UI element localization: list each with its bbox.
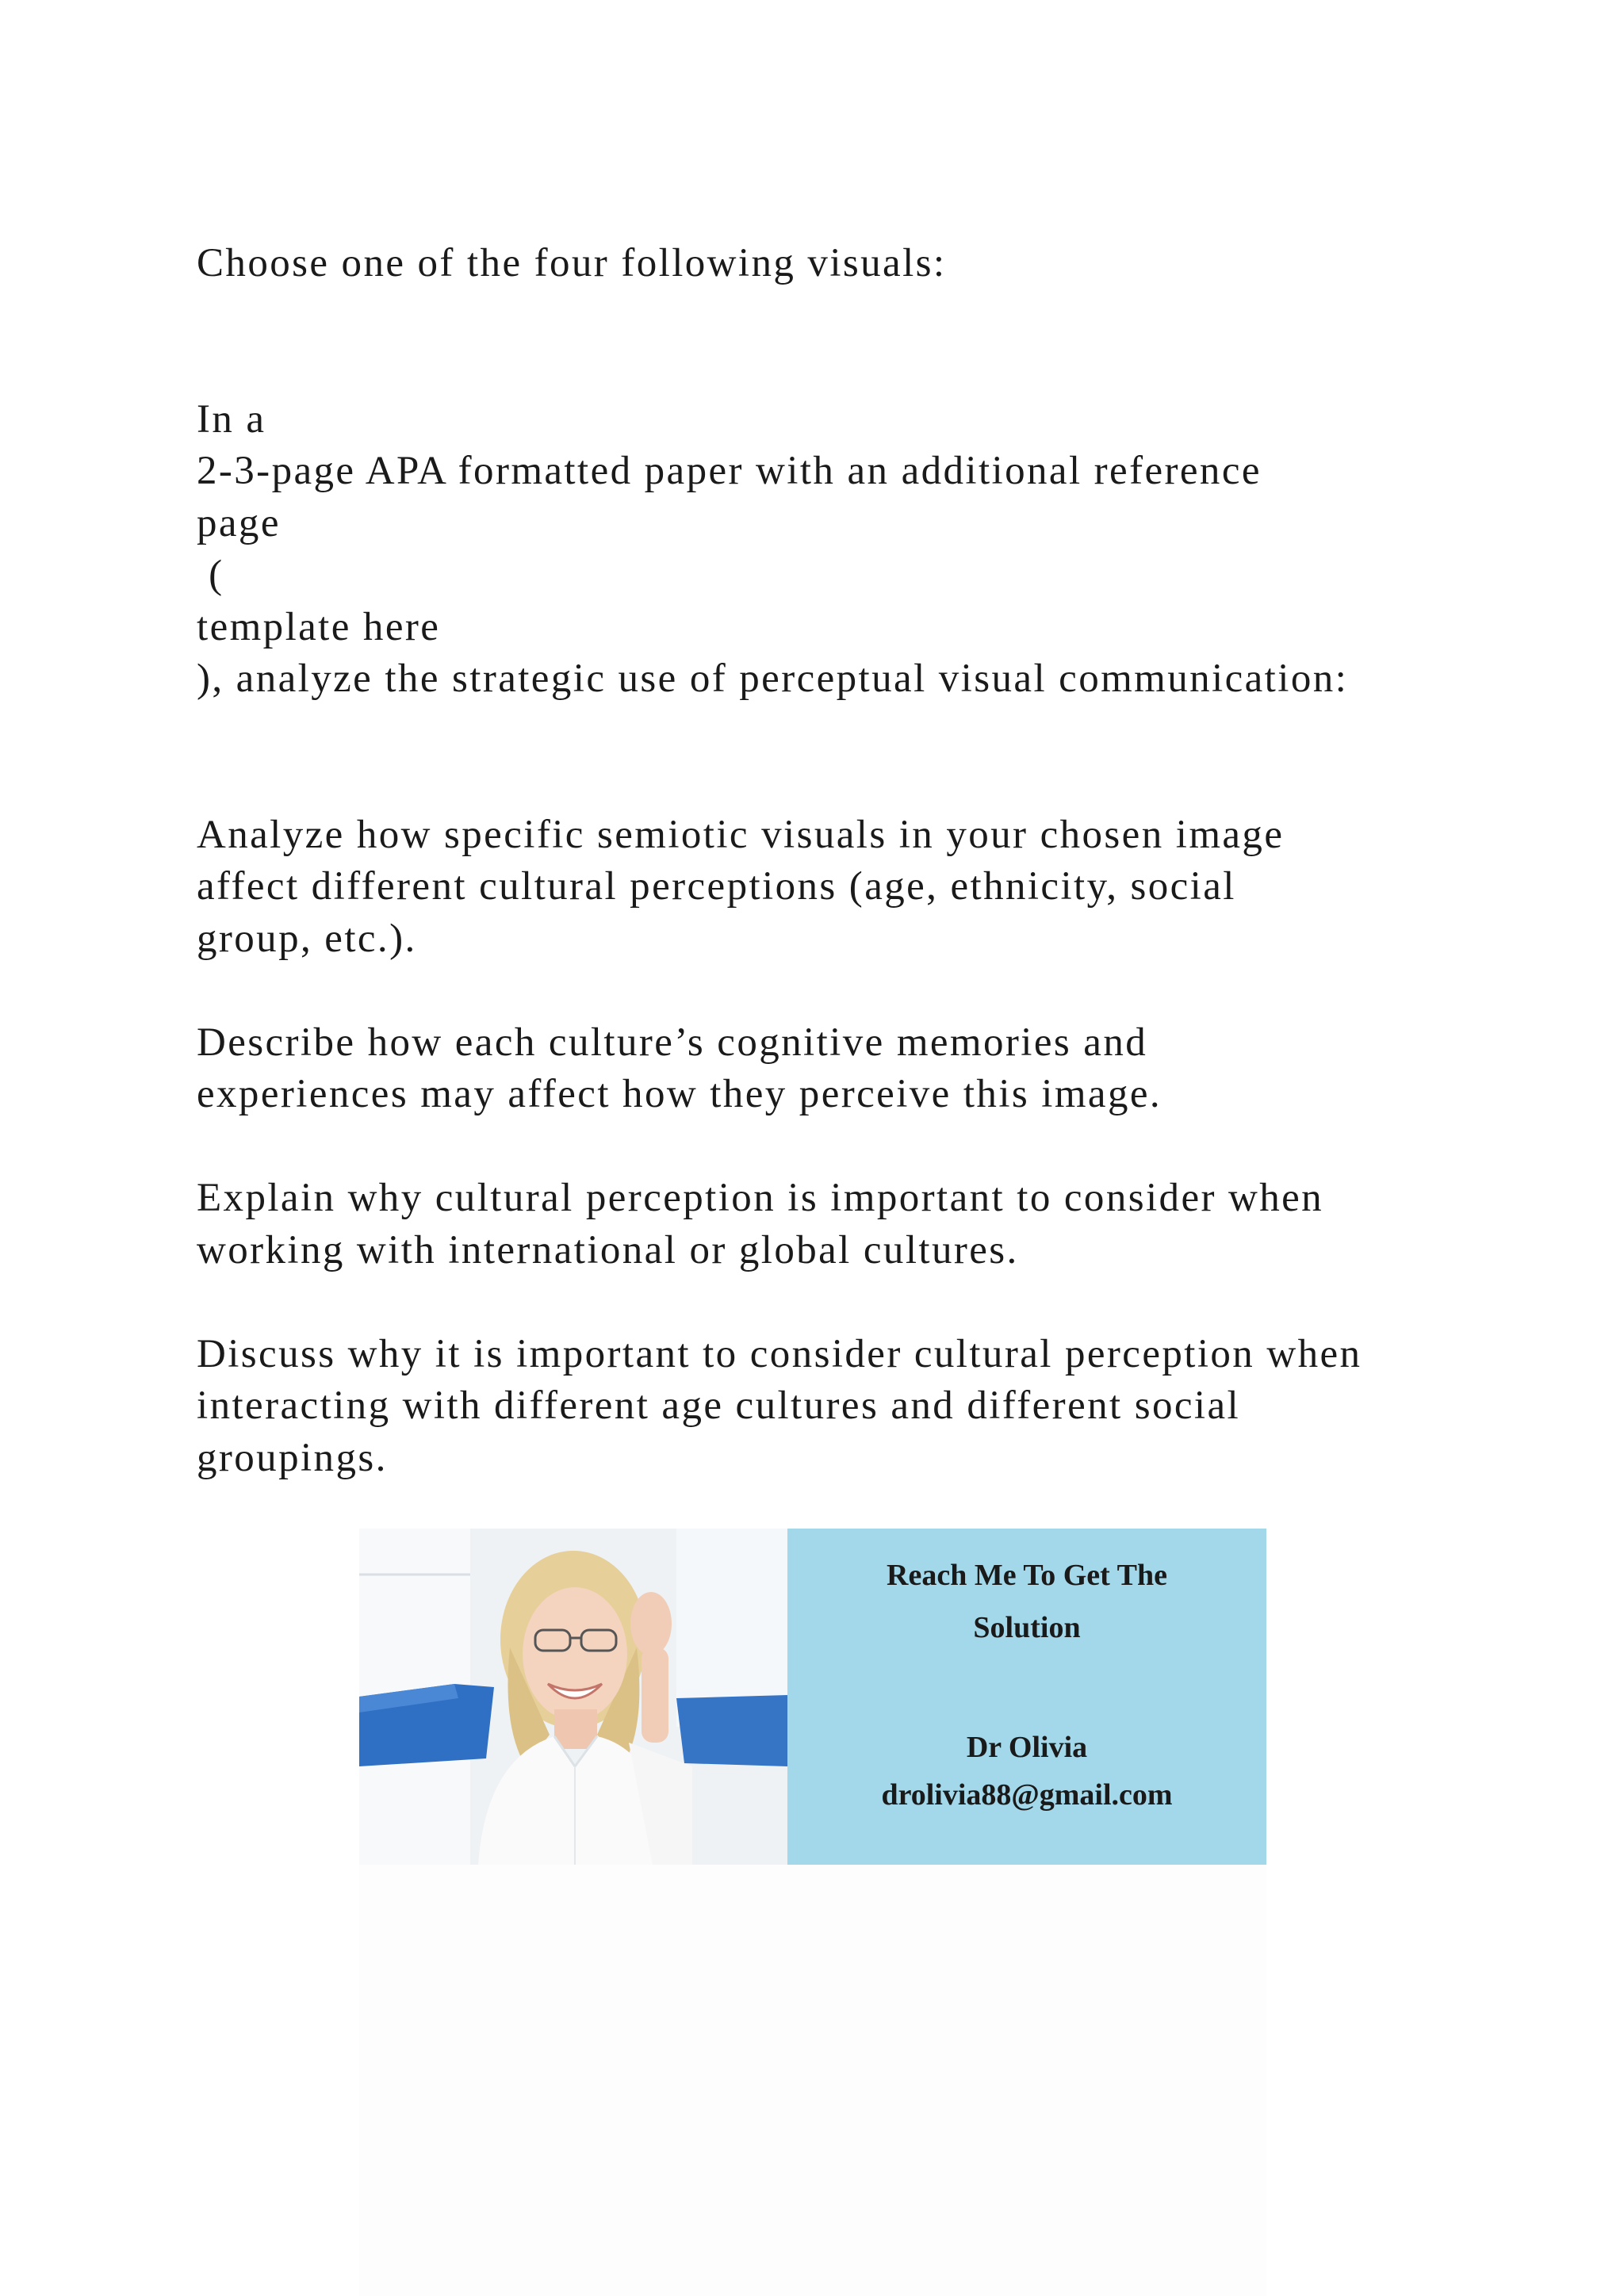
text-line: groupings.: [197, 1435, 388, 1480]
text-line: Discuss why it is important to consider cultural perception when: [197, 1331, 1362, 1376]
template-link-text: template here: [197, 604, 441, 649]
text-line: interacting with different age cultures and different social: [197, 1383, 1241, 1428]
contact-panel: [787, 1529, 1266, 1865]
paragraph-gap: [197, 706, 1513, 809]
paragraph-gap: [197, 1276, 1513, 1329]
contact-name: Dr Olivia: [966, 1731, 1088, 1764]
text-line: group, etc.).: [197, 916, 417, 961]
contact-heading: Reach Me To Get The: [887, 1559, 1167, 1592]
photo-illustration: [359, 1529, 787, 1865]
paragraph-gap: [197, 1121, 1513, 1173]
contact-heading-continued: Solution: [973, 1611, 1081, 1644]
paragraph-gap: [197, 290, 1513, 394]
text-line: 2-3-page APA formatted paper with an additional reference: [197, 449, 1262, 493]
text-line: In a: [197, 396, 266, 442]
contact-email: drolivia88@gmail.com: [881, 1778, 1173, 1812]
smiling-woman-photo: [359, 1529, 787, 1865]
text-line: (: [197, 553, 224, 597]
text-line: working with international or global cultures.: [197, 1227, 1019, 1272]
text-line: page: [197, 500, 281, 545]
text-line: Explain why cultural perception is important to consider when: [197, 1176, 1324, 1220]
contact-banner: [359, 1529, 1266, 1865]
text-line: affect different cultural perceptions (age, ethnicity, social: [197, 864, 1236, 909]
text-line: Choose one of the four following visuals:: [197, 241, 947, 285]
text-line: Analyze how specific semiotic visuals in your chosen image: [197, 812, 1285, 857]
assignment-text: [197, 238, 1513, 1484]
paragraph-gap: [197, 965, 1513, 1017]
blank-area: [359, 1865, 1266, 2296]
text-line: experiences may affect how they perceive this image.: [197, 1072, 1162, 1116]
text-line: ), analyze the strategic use of perceptual visual communication:: [197, 656, 1349, 701]
text-line: Describe how each culture’s cognitive memories and: [197, 1020, 1148, 1065]
